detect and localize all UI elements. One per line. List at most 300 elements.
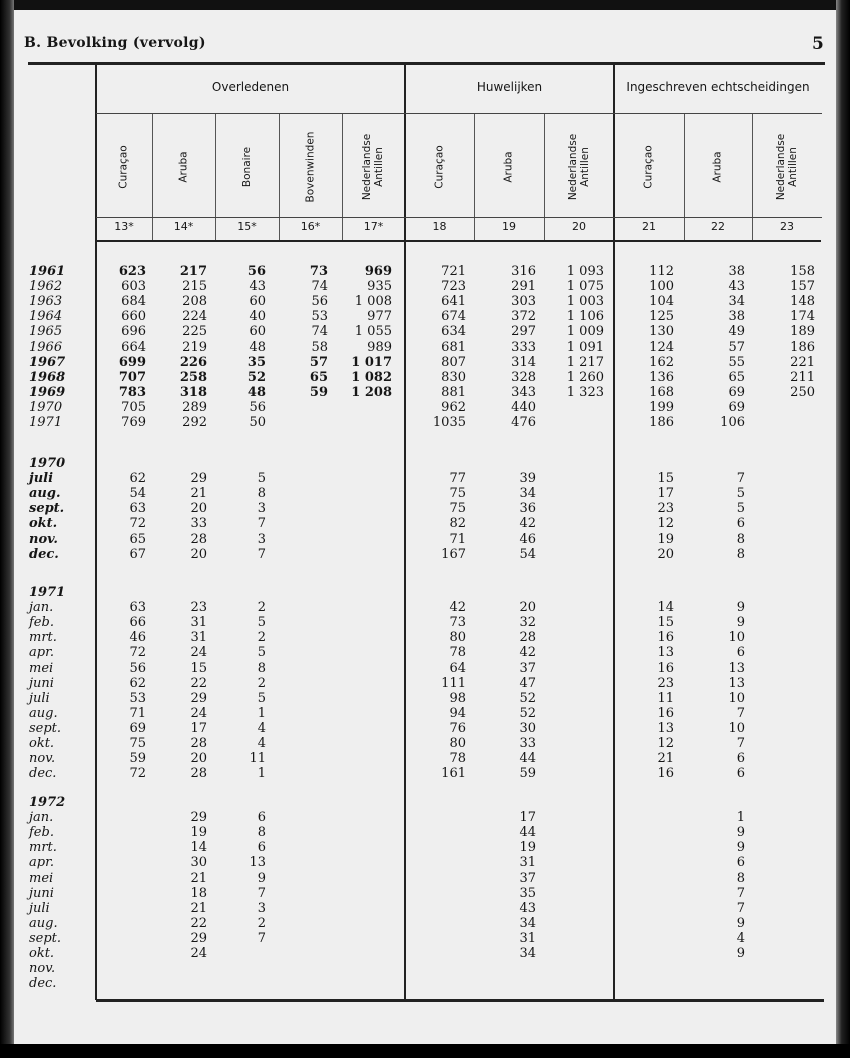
table-cell: 46 xyxy=(129,630,146,646)
table-cell: 219 xyxy=(182,339,207,355)
table-cell: 208 xyxy=(182,294,207,310)
table-cell: 60 xyxy=(249,324,266,340)
row-label: 1966 xyxy=(29,339,63,355)
table-cell: 76 xyxy=(449,720,466,736)
table-cell: 7 xyxy=(257,546,266,562)
column-header xyxy=(96,115,152,218)
row-label: okt. xyxy=(29,946,55,961)
table-cell: 2 xyxy=(257,600,266,616)
table-cell: 11 xyxy=(657,690,674,706)
table-cell: 2 xyxy=(257,630,266,646)
table-cell: 46 xyxy=(519,531,536,547)
row-label: 1961 xyxy=(29,264,66,279)
table-cell: 20 xyxy=(190,546,207,562)
table-cell: 10 xyxy=(728,630,745,646)
table-cell: 21 xyxy=(190,900,207,916)
row-label: juli xyxy=(29,690,50,706)
row-label: mei xyxy=(29,660,54,676)
column-number: 15* xyxy=(237,220,257,233)
column-header-label: Nederlandse Antillen xyxy=(566,133,591,200)
table-cell: 42 xyxy=(449,600,466,616)
table-cell: 8 xyxy=(257,660,266,676)
table-cell: 12 xyxy=(657,516,674,532)
table-cell: 21 xyxy=(190,870,207,886)
table-cell: 15 xyxy=(657,615,674,631)
table-cell: 31 xyxy=(519,930,536,946)
row-label: 1969 xyxy=(29,384,66,400)
table-cell: 17 xyxy=(657,486,674,502)
table-cell: 681 xyxy=(441,339,466,355)
table-cell: 6 xyxy=(736,766,745,782)
row-label: juli xyxy=(29,471,54,487)
column-header xyxy=(544,115,614,218)
table-cell: 1 082 xyxy=(351,369,392,385)
table-cell: 881 xyxy=(441,384,466,400)
column-header xyxy=(614,115,684,218)
section-year-label: 1970 xyxy=(29,456,66,471)
table-cell: 258 xyxy=(179,369,207,385)
column-header-label: Nederlandse Antillen xyxy=(774,133,799,200)
column-number: 20 xyxy=(572,220,586,233)
table-cell: 33 xyxy=(519,736,536,751)
table-cell: 977 xyxy=(367,309,392,325)
table-cell: 1 xyxy=(257,705,266,721)
table-cell: 12 xyxy=(657,736,674,751)
table-cell: 807 xyxy=(441,354,466,370)
table-cell: 59 xyxy=(519,766,536,782)
table-cell: 224 xyxy=(182,309,207,325)
section-year-label: 1972 xyxy=(29,795,66,810)
table-cell: 641 xyxy=(441,294,466,310)
table-cell: 28 xyxy=(190,531,207,547)
table-cell: 77 xyxy=(449,471,466,487)
table-cell: 186 xyxy=(649,415,674,430)
table-cell: 42 xyxy=(519,516,536,532)
row-label: 1971 xyxy=(29,415,63,430)
table-cell: 162 xyxy=(649,354,674,370)
table-cell: 440 xyxy=(511,399,536,415)
table-cell: 78 xyxy=(449,645,466,661)
table-cell: 707 xyxy=(118,369,146,385)
table-cell: 72 xyxy=(129,766,146,782)
table-cell: 66 xyxy=(129,615,146,631)
row-label: juli xyxy=(29,900,50,916)
table-cell: 1 217 xyxy=(566,354,604,370)
table-cell: 67 xyxy=(129,546,146,562)
table-cell: 49 xyxy=(728,324,745,340)
table-cell: 19 xyxy=(190,825,207,841)
table-cell: 14 xyxy=(190,840,207,856)
column-header-label: Bovenwinden xyxy=(304,131,317,202)
table-cell: 64 xyxy=(449,660,466,676)
group-header-overledenen: Overledenen xyxy=(211,80,290,94)
table-cell: 130 xyxy=(649,324,674,340)
column-number: 22 xyxy=(711,220,725,233)
table-cell: 94 xyxy=(449,705,466,721)
table-cell: 53 xyxy=(311,309,328,325)
table-cell: 60 xyxy=(249,294,266,310)
table-cell: 969 xyxy=(364,264,392,279)
table-cell: 100 xyxy=(649,279,674,295)
table-cell: 69 xyxy=(728,399,745,415)
table-cell: 4 xyxy=(257,736,266,751)
row-label: juni xyxy=(29,675,54,691)
column-header-label: Aruba xyxy=(177,150,190,183)
table-cell: 34 xyxy=(519,946,536,961)
table-cell: 80 xyxy=(449,736,466,751)
row-label: 1963 xyxy=(29,294,63,310)
table-cell: 73 xyxy=(449,615,466,631)
table-cell: 1 208 xyxy=(351,384,392,400)
table-cell: 71 xyxy=(449,531,466,547)
table-cell: 291 xyxy=(511,279,536,295)
column-header xyxy=(279,115,342,218)
table-cell: 1 xyxy=(257,766,266,782)
row-label: dec. xyxy=(29,546,59,562)
table-cell: 19 xyxy=(657,531,674,547)
table-cell: 476 xyxy=(511,415,536,430)
table-cell: 44 xyxy=(519,751,536,767)
table-cell: 5 xyxy=(736,501,745,517)
table-cell: 6 xyxy=(257,810,266,826)
page-title: B. Bevolking (vervolg) xyxy=(24,35,206,51)
table-cell: 318 xyxy=(179,384,207,400)
table-cell: 34 xyxy=(519,915,536,931)
table-cell: 56 xyxy=(129,660,146,676)
table-cell: 9 xyxy=(736,915,745,931)
table-cell: 57 xyxy=(728,339,745,355)
table-cell: 31 xyxy=(190,630,207,646)
table-cell: 1035 xyxy=(432,415,466,430)
table-cell: 22 xyxy=(190,675,207,691)
table-cell: 3 xyxy=(257,900,266,916)
table-cell: 62 xyxy=(129,675,146,691)
row-label: okt. xyxy=(29,516,58,532)
column-header xyxy=(405,115,474,218)
table-cell: 372 xyxy=(511,309,536,325)
row-label: 1970 xyxy=(29,399,63,415)
table-cell: 660 xyxy=(121,309,146,325)
table-cell: 63 xyxy=(129,501,146,517)
table-cell: 623 xyxy=(118,264,146,279)
table-cell: 21 xyxy=(190,486,207,502)
row-label: feb. xyxy=(29,825,54,841)
column-number: 18 xyxy=(432,220,447,233)
table-cell: 43 xyxy=(249,279,266,295)
header-rule xyxy=(96,113,822,114)
table-cell: 14 xyxy=(657,600,674,616)
row-label: nov. xyxy=(29,751,56,767)
table-cell: 289 xyxy=(182,399,207,415)
table-cell: 7 xyxy=(736,736,745,751)
table-cell: 1 106 xyxy=(566,309,604,325)
column-header-label: Aruba xyxy=(502,150,515,183)
row-label: okt. xyxy=(29,736,55,751)
table-cell: 69 xyxy=(129,720,146,736)
table-cell: 9 xyxy=(736,946,745,961)
table-cell: 7 xyxy=(736,471,745,487)
table-cell: 226 xyxy=(179,354,207,370)
table-cell: 7 xyxy=(257,516,266,532)
table-cell: 75 xyxy=(129,736,146,751)
section-year-label: 1971 xyxy=(29,585,66,600)
row-label: dec. xyxy=(29,976,57,992)
table-cell: 73 xyxy=(309,264,328,279)
table-cell: 56 xyxy=(311,294,328,310)
table-cell: 28 xyxy=(190,736,207,751)
table-cell: 297 xyxy=(511,324,536,340)
table-cell: 36 xyxy=(519,501,536,517)
column-header xyxy=(752,115,822,218)
table-cell: 125 xyxy=(649,309,674,325)
row-label: juni xyxy=(29,885,54,901)
table-cell: 98 xyxy=(449,690,466,706)
table-cell: 1 323 xyxy=(566,384,604,400)
row-label: mrt. xyxy=(29,630,57,646)
table-cell: 20 xyxy=(657,546,674,562)
table-cell: 80 xyxy=(449,630,466,646)
table-cell: 8 xyxy=(257,486,266,502)
table-cell: 32 xyxy=(519,615,536,631)
table-cell: 29 xyxy=(190,810,207,826)
table-cell: 6 xyxy=(736,645,745,661)
table-cell: 989 xyxy=(367,339,392,355)
table-cell: 59 xyxy=(309,384,328,400)
table-cell: 31 xyxy=(190,615,207,631)
table-cell: 59 xyxy=(129,751,146,767)
table-cell: 52 xyxy=(247,369,266,385)
table-cell: 20 xyxy=(190,751,207,767)
table-cell: 55 xyxy=(728,354,745,370)
book-edge-right xyxy=(836,0,850,1058)
table-cell: 3 xyxy=(257,501,266,517)
table-cell: 721 xyxy=(441,264,466,279)
table-cell: 29 xyxy=(190,690,207,706)
table-cell: 106 xyxy=(720,415,745,430)
row-label: feb. xyxy=(29,615,54,631)
table-cell: 1 017 xyxy=(351,354,392,370)
table-cell: 23 xyxy=(190,600,207,616)
table-cell: 40 xyxy=(249,309,266,325)
table-cell: 16 xyxy=(657,660,674,676)
table-cell: 1 009 xyxy=(566,324,604,340)
table-cell: 28 xyxy=(190,766,207,782)
table-cell: 38 xyxy=(728,264,745,279)
table-cell: 23 xyxy=(657,675,674,691)
table-cell: 962 xyxy=(441,399,466,415)
table-cell: 168 xyxy=(649,384,674,400)
table-cell: 4 xyxy=(257,720,266,736)
table-cell: 217 xyxy=(179,264,207,279)
table-cell: 9 xyxy=(257,870,266,886)
table-cell: 54 xyxy=(519,546,536,562)
table-cell: 6 xyxy=(736,855,745,871)
row-label: jan. xyxy=(29,600,54,616)
row-label: 1964 xyxy=(29,309,63,325)
table-cell: 250 xyxy=(790,384,815,400)
table-cell: 699 xyxy=(118,354,146,370)
table-cell: 22 xyxy=(190,915,207,931)
table-cell: 28 xyxy=(519,630,536,646)
table-cell: 1 008 xyxy=(354,294,392,310)
table-cell: 5 xyxy=(257,645,266,661)
table-cell: 65 xyxy=(129,531,146,547)
column-header xyxy=(474,115,544,218)
table-cell: 674 xyxy=(441,309,466,325)
table-cell: 23 xyxy=(657,501,674,517)
table-cell: 24 xyxy=(190,705,207,721)
row-label: 1965 xyxy=(29,324,63,340)
table-cell: 75 xyxy=(449,486,466,502)
table-cell: 30 xyxy=(519,720,536,736)
table-cell: 19 xyxy=(519,840,536,856)
table-cell: 13 xyxy=(728,675,745,691)
table-cell: 52 xyxy=(519,705,536,721)
table-cell: 723 xyxy=(441,279,466,295)
row-label: apr. xyxy=(29,855,54,871)
table-cell: 158 xyxy=(790,264,815,279)
table-cell: 20 xyxy=(190,501,207,517)
column-header xyxy=(152,115,215,218)
table-cell: 136 xyxy=(649,369,674,385)
table-cell: 17 xyxy=(519,810,536,826)
table-cell: 63 xyxy=(129,600,146,616)
table-cell: 16 xyxy=(657,766,674,782)
table-cell: 199 xyxy=(649,399,674,415)
table-cell: 37 xyxy=(519,660,536,676)
table-cell: 7 xyxy=(257,885,266,901)
table-cell: 215 xyxy=(182,279,207,295)
column-header-label: Curaçao xyxy=(118,144,130,189)
row-label: 1967 xyxy=(29,354,66,370)
table-cell: 31 xyxy=(519,855,536,871)
table-cell: 9 xyxy=(736,615,745,631)
table-cell: 1 003 xyxy=(566,294,604,310)
column-number: 17* xyxy=(363,220,384,233)
table-cell: 43 xyxy=(728,279,745,295)
table-cell: 52 xyxy=(519,690,536,706)
table-cell: 56 xyxy=(247,264,266,279)
table-cell: 2 xyxy=(257,915,266,931)
row-label: sept. xyxy=(29,930,62,946)
table-cell: 65 xyxy=(728,369,745,385)
row-label: dec. xyxy=(29,766,57,782)
row-label: 1968 xyxy=(29,369,66,385)
table-cell: 34 xyxy=(728,294,745,310)
table-cell: 74 xyxy=(311,324,328,340)
table-cell: 1 xyxy=(736,810,745,826)
table-cell: 124 xyxy=(649,339,674,355)
table-cell: 9 xyxy=(736,840,745,856)
table-cell: 104 xyxy=(649,294,674,310)
table-cell: 328 xyxy=(511,369,536,385)
table-cell: 47 xyxy=(519,675,536,691)
table-cell: 157 xyxy=(790,279,815,295)
table-cell: 603 xyxy=(121,279,146,295)
row-label: sept. xyxy=(29,720,62,736)
table-cell: 10 xyxy=(728,720,745,736)
table-cell: 225 xyxy=(182,324,207,340)
table-cell: 292 xyxy=(182,415,207,430)
table-cell: 8 xyxy=(736,531,745,547)
table-cell: 24 xyxy=(190,946,207,961)
table-cell: 21 xyxy=(657,751,674,767)
table-cell: 161 xyxy=(441,766,466,782)
table-cell: 1 091 xyxy=(566,339,604,355)
column-header-label: Curaçao xyxy=(433,144,446,189)
table-cell: 6 xyxy=(736,516,745,532)
table-cell: 1 260 xyxy=(566,369,604,385)
table-cell: 35 xyxy=(519,885,536,901)
table-cell: 5 xyxy=(257,471,266,487)
table-cell: 43 xyxy=(519,900,536,916)
table-cell: 4 xyxy=(736,930,745,946)
table-cell: 29 xyxy=(190,471,207,487)
table-cell: 7 xyxy=(257,930,266,946)
row-label: 1962 xyxy=(29,279,63,295)
table-cell: 20 xyxy=(519,600,536,616)
table-cell: 9 xyxy=(736,600,745,616)
page-number: 5 xyxy=(812,34,824,54)
table-cell: 9 xyxy=(736,825,745,841)
table-cell: 13 xyxy=(657,645,674,661)
book-edge-bottom xyxy=(0,1044,850,1058)
table-cell: 11 xyxy=(249,751,266,767)
table-cell: 830 xyxy=(441,369,466,385)
group-header-echtscheidingen: Ingeschreven echtscheidingen xyxy=(626,80,810,94)
table-cell: 174 xyxy=(790,309,815,325)
table-cell: 8 xyxy=(736,546,745,562)
table-cell: 24 xyxy=(190,645,207,661)
table-cell: 10 xyxy=(728,690,745,706)
column-header-label: Bonaire xyxy=(241,146,253,187)
column-number: 16* xyxy=(300,220,321,233)
table-cell: 17 xyxy=(190,720,207,736)
table-cell: 8 xyxy=(257,825,266,841)
table-cell: 82 xyxy=(449,516,466,532)
table-cell: 6 xyxy=(257,840,266,856)
table-cell: 333 xyxy=(511,339,536,355)
table-cell: 15 xyxy=(657,471,674,487)
table-cell: 71 xyxy=(129,705,146,721)
bottom-rule xyxy=(96,999,824,1002)
table-cell: 37 xyxy=(519,870,536,886)
book-gutter-left xyxy=(0,0,14,1058)
table-cell: 634 xyxy=(441,324,466,340)
table-cell: 5 xyxy=(257,615,266,631)
table-cell: 78 xyxy=(449,751,466,767)
table-cell: 44 xyxy=(519,825,536,841)
table-cell: 30 xyxy=(190,855,207,871)
table-cell: 314 xyxy=(511,354,536,370)
table-cell: 343 xyxy=(511,384,536,400)
group-header-huwelijken: Huwelijken xyxy=(476,80,543,94)
table-cell: 1 075 xyxy=(566,279,604,295)
table-cell: 54 xyxy=(129,486,146,502)
table-cell: 186 xyxy=(790,339,815,355)
row-label: mrt. xyxy=(29,840,57,856)
column-number: 13* xyxy=(114,220,134,233)
table-cell: 316 xyxy=(511,264,536,279)
table-cell: 50 xyxy=(249,415,266,430)
table-cell: 53 xyxy=(129,690,146,706)
table-cell: 15 xyxy=(190,660,207,676)
table-cell: 705 xyxy=(121,399,146,415)
column-header-label: Curaçao xyxy=(643,144,655,189)
table-cell: 72 xyxy=(129,516,146,532)
table-cell: 42 xyxy=(519,645,536,661)
row-label: jan. xyxy=(29,810,54,826)
